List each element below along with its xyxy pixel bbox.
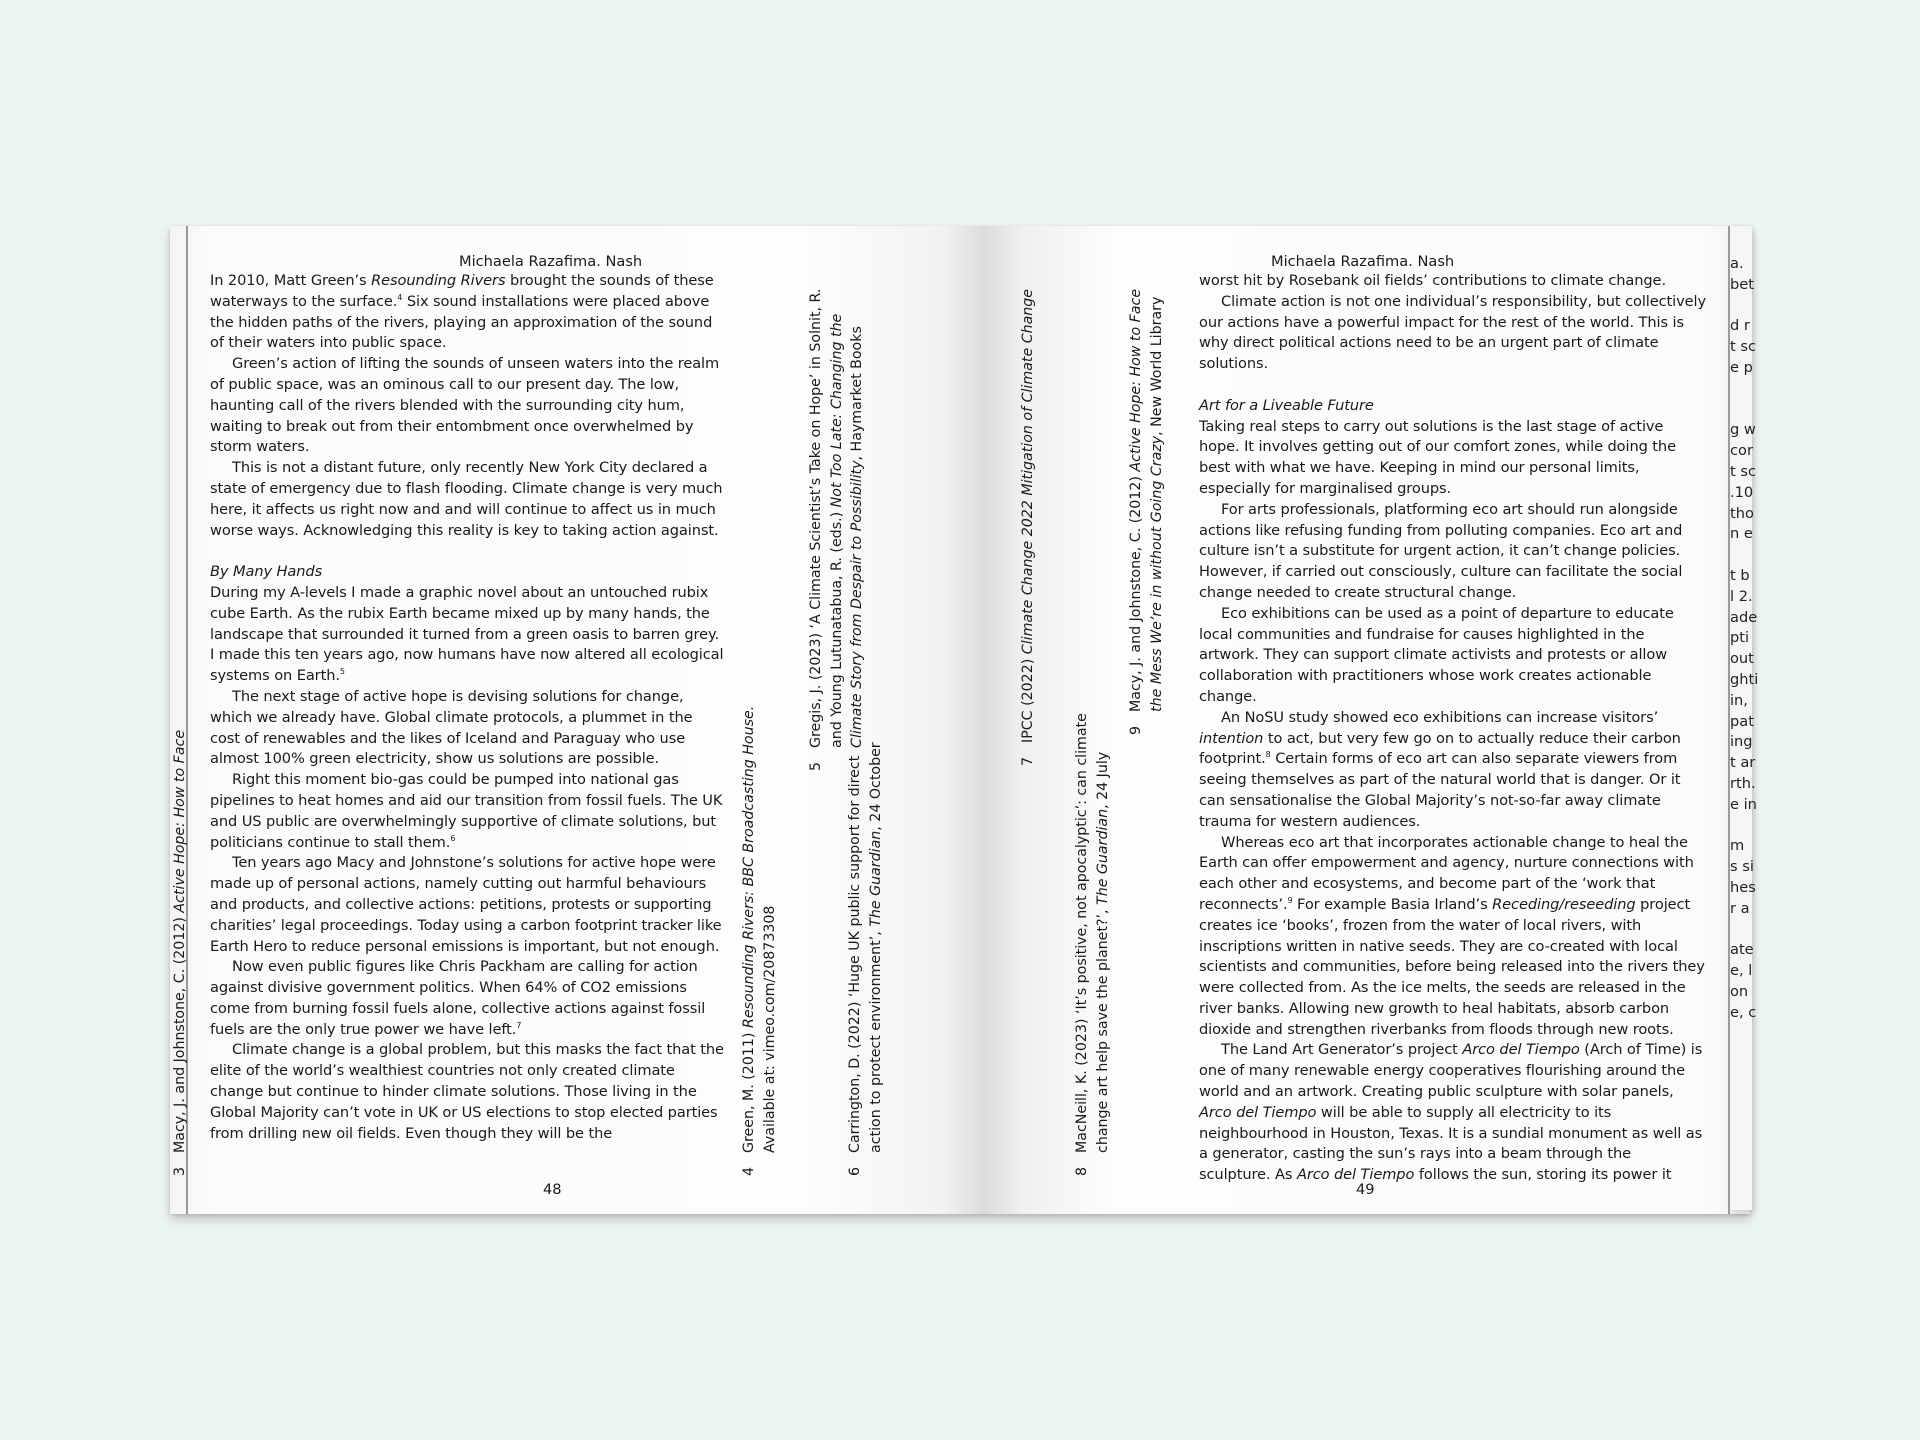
left-paragraph-2: This is not a distant future, only recently New York City declared a state of emergency due to flash flooding. Climate change is very much here, it affects us right now and and will continue to affect us in much worse ways. Acknowledging this reality is key to taking action against. xyxy=(210,459,723,539)
footnote-number: 7 xyxy=(1020,756,1036,766)
right-running-head: Michaela Razafima. Nash xyxy=(1271,253,1455,270)
next-page-fragment: ade xyxy=(1730,608,1758,626)
footnote-7 xyxy=(1018,289,1039,766)
next-page-fragment: .10 xyxy=(1730,483,1754,501)
right-paragraph-8: Whereas eco art that incorporates actionable change to heal the Earth can offer empowerment and agency, nurture connections with each other and ecosystems, and become part of the ‘work that reconnects’.$^9$ For example Basia Irland’s Receding/reseeding project creates ice ‘books’, frozen from the water of local rivers, with inscriptions written in native seeds. They are co-created with local scientists and communities, before being released into the rivers they were collected from. As the ice melts, the seeds are released in the river banks. Allowing new growth to heal habitats, absorb carbon dioxide and strengthen riverbanks from floods through new roots. xyxy=(1199,833,1705,1038)
left-paragraph-3 xyxy=(210,541,726,562)
footnote-3 xyxy=(170,730,191,1176)
footnote-text: Carrington, D. (2022) ‘Huge UK public support for direct action to protect environment’, The Guardian, 24 October xyxy=(847,742,884,1153)
next-page-fragment: ghti xyxy=(1730,670,1759,688)
right-paragraph-9: The Land Art Generator’s project Arco del Tiempo (Arch of Time) is one of many renewable energy cooperatives flourishing around the world and an artwork. Creating public sculpture with solar panels, Arco del Tiempo will be able to supply all electricity to its neighbourhood in Houston, Texas. It is a sundial monument as well as a generator, casting the sun’s rays into a beam through the sculpture. As Arco del Tiempo follows the sun, storing its power it xyxy=(1199,1041,1703,1184)
footnote-8 xyxy=(1072,713,1113,1176)
right-page-edge xyxy=(1728,226,1730,1214)
next-page-fragment: pat xyxy=(1730,712,1754,730)
footnote-number: 6 xyxy=(847,1166,863,1176)
next-page-fragment: t b xyxy=(1730,566,1750,584)
footnote-5 xyxy=(806,289,868,771)
left-paragraph-8: Ten years ago Macy and Johnstone’s solutions for active hope were made up of personal actions, namely cutting out harmful behaviours and products, and collective actions: petitions, protests or supporting charities’ legal proceedings. Today using a carbon footprint tracker like Earth Hero to reduce personal emissions is important, but not enough. xyxy=(210,854,722,955)
next-page-fragment: hes xyxy=(1730,878,1756,896)
next-page-edge xyxy=(1730,226,1759,1210)
left-page-number: 48 xyxy=(543,1181,562,1198)
right-paragraph-3: Art for a Liveable Future xyxy=(1199,396,1374,414)
left-paragraph-9: Now even public figures like Chris Packham are calling for action against divisive government politics. When 64% of CO2 emissions come from burning fossil fuels alone, collective actions against fossil fuels are the only true power we have left.$^7$ xyxy=(210,958,706,1038)
right-paragraph-5: For arts professionals, platforming eco art should run alongside actions like refusing funding from polluting companies. Eco art and culture isn’t a substitute for urgent action, it can’t change policies. However, if carried out consciously, culture can facilitate the social change needed to create structural change. xyxy=(1199,500,1683,601)
right-page-number: 49 xyxy=(1356,1181,1375,1198)
next-page-fragment: s si xyxy=(1730,858,1754,876)
right-paragraph-7: An NoSU study showed eco exhibitions can increase visitors’ intention to act, but very few go on to actually reduce their carbon footprint.$^8$ Certain forms of eco art can also separate viewers from seeing themselves as part of the natural world that is danger. Or it can sensationalise the Global Majority’s not-so-far away climate trauma for western audiences. xyxy=(1199,708,1681,830)
footnote-number: 5 xyxy=(808,761,824,771)
left-paragraph-10: Climate change is a global problem, but this masks the fact that the elite of the world’s wealthiest countries not only created climate change but continue to hinder climate solutions. Those living in the Global Majority can’t vote in UK or US elections to stop elected parties from drilling new oil fields. Even though they will be the xyxy=(210,1041,724,1142)
right-paragraph-6: Eco exhibitions can be used as a point of departure to educate local communities and fundraise for causes highlighted in the artwork. They can support climate activists and protests or allow collaboration with practitioners whose work creates actionable change. xyxy=(1199,604,1674,705)
footnote-text: Macy, J. and Johnstone, C. (2012) Active Hope: How to Face the Mess We’re in without Going Crazy, New World Library xyxy=(1128,288,1165,712)
footnote-text: MacNeill, K. (2023) ‘It’s positive, not apocalyptic’: can climate change art help save the planet?’, The Guardian, 24 July xyxy=(1074,713,1111,1153)
footnote-number: 8 xyxy=(1074,1166,1090,1176)
left-paragraph-5: During my A-levels I made a graphic novel about an untouched rubix cube Earth. As the rubix Earth became mixed up by many hands, the landscape that surrounded it turned from a green oasis to barren grey. I made this ten years ago, now humans have now altered all ecological systems on Earth.$^5$ xyxy=(210,583,724,685)
right-paragraph-1: Climate action is not one individual’s responsibility, but collectively our actions have a powerful impact for the rest of the world. This is why direct political actions need to be an urgent part of climate solutions. xyxy=(1199,292,1707,373)
footnote-text: Green, M. (2011) Resounding Rivers: BBC Broadcasting House. Available at: vimeo.com/20873308 xyxy=(741,705,778,1153)
next-page-fragment xyxy=(1730,379,1752,400)
footnote-number: 3 xyxy=(172,1166,188,1176)
next-page-fragment: bet xyxy=(1730,275,1754,293)
footnote-number: 4 xyxy=(741,1166,757,1176)
next-page-fragment: a. xyxy=(1730,255,1744,272)
left-body-text xyxy=(210,271,726,1144)
next-page-fragment: e in xyxy=(1730,795,1757,813)
left-running-head: Michaela Razafima. Nash xyxy=(459,253,643,270)
next-page-fragment xyxy=(1730,400,1752,421)
next-page-fragment: t sc xyxy=(1730,462,1756,480)
right-paragraph-0: worst hit by Rosebank oil fields’ contributions to climate change. xyxy=(1199,272,1666,289)
left-paragraph-6: The next stage of active hope is devising solutions for change, which we already have. Global climate protocols, a plummet in the cost of renewables and the likes of Iceland and Paraguay who use almost 100% green electricity, show us solutions are possible. xyxy=(210,687,693,768)
next-page-fragment: out xyxy=(1730,650,1754,668)
footnote-number: 9 xyxy=(1128,725,1144,735)
next-page-fragment: pti xyxy=(1730,629,1750,647)
footnote-text: Macy, J. and Johnstone, C. (2012) Active Hope: How to Face xyxy=(172,729,188,1153)
right-body-text xyxy=(1199,271,1707,1186)
next-page-fragment: t ar xyxy=(1730,754,1756,772)
next-page-fragment: e p xyxy=(1730,358,1753,376)
next-page-fragment: in, xyxy=(1730,691,1748,709)
left-paragraph-4: By Many Hands xyxy=(210,563,323,581)
footnote-text: Gregis, J. (2023) ‘A Climate Scientist’s Take on Hope’ in Solnit, R. and Young Lutunatabua, R. (eds.) Not Too Late: Changing the Climate Story from Despair to Possibility, Haymarket Books xyxy=(808,288,865,748)
left-paragraph-1: Green’s action of lifting the sounds of unseen waters into the realm of public space, was an ominous call to our present day. The low, haunting call of the rivers blended with the surrounding city hum, waiting to break out from their entombment once overwhelmed by storm waters. xyxy=(210,355,720,456)
next-page-fragment: l 2. xyxy=(1730,587,1753,605)
next-page-fragment: m xyxy=(1730,837,1745,855)
right-paragraph-2 xyxy=(1199,375,1707,396)
next-page-fragment: cor xyxy=(1730,442,1753,460)
next-page-fragment: on xyxy=(1730,982,1749,1000)
next-page-fragment: tho xyxy=(1730,504,1754,522)
next-page-fragment: rth. xyxy=(1730,774,1756,792)
right-paragraph-4: Taking real steps to carry out solutions is the last stage of active hope. It involves getting out of our comfort zones, while doing the best with what we have. Keeping in mind our personal limits, especially for marginalised groups. xyxy=(1199,417,1676,497)
footnote-text: IPCC (2022) Climate Change 2022 Mitigation of Climate Change xyxy=(1020,288,1036,743)
next-page-fragment: t sc xyxy=(1730,338,1756,356)
next-page-fragment: ate xyxy=(1730,941,1754,959)
next-page-fragment: g w xyxy=(1730,421,1756,439)
footnote-9 xyxy=(1126,289,1167,735)
next-page-fragment: ing xyxy=(1730,733,1753,751)
next-page-fragment xyxy=(1730,816,1752,837)
next-page-fragment: r a xyxy=(1730,899,1750,917)
next-page-fragment: n e xyxy=(1730,525,1753,543)
next-page-fragment: d r xyxy=(1730,317,1750,335)
footnote-6 xyxy=(845,742,886,1176)
next-page-fragment xyxy=(1730,545,1752,566)
next-page-fragment: e, c xyxy=(1730,1003,1757,1021)
footnote-4 xyxy=(739,706,780,1176)
next-page-text-fragments xyxy=(1730,254,1759,1174)
next-page-fragment xyxy=(1730,920,1752,941)
next-page-fragment: e, l xyxy=(1730,962,1753,980)
left-paragraph-0: In 2010, Matt Green’s Resounding Rivers brought the sounds of these waterways to the surface.$^4$ Six sound installations were placed above the hidden paths of the rivers, playing an approximation of the sound of their waters into public space. xyxy=(210,272,714,352)
next-page-fragment xyxy=(1730,296,1752,317)
left-paragraph-7: Right this moment bio-gas could be pumped into national gas pipelines to heat homes and aid our transition from fossil fuels. The UK and US public are overwhelmingly supportive of climate solutions, but politicians continue to stall them.$^6$ xyxy=(210,771,723,851)
